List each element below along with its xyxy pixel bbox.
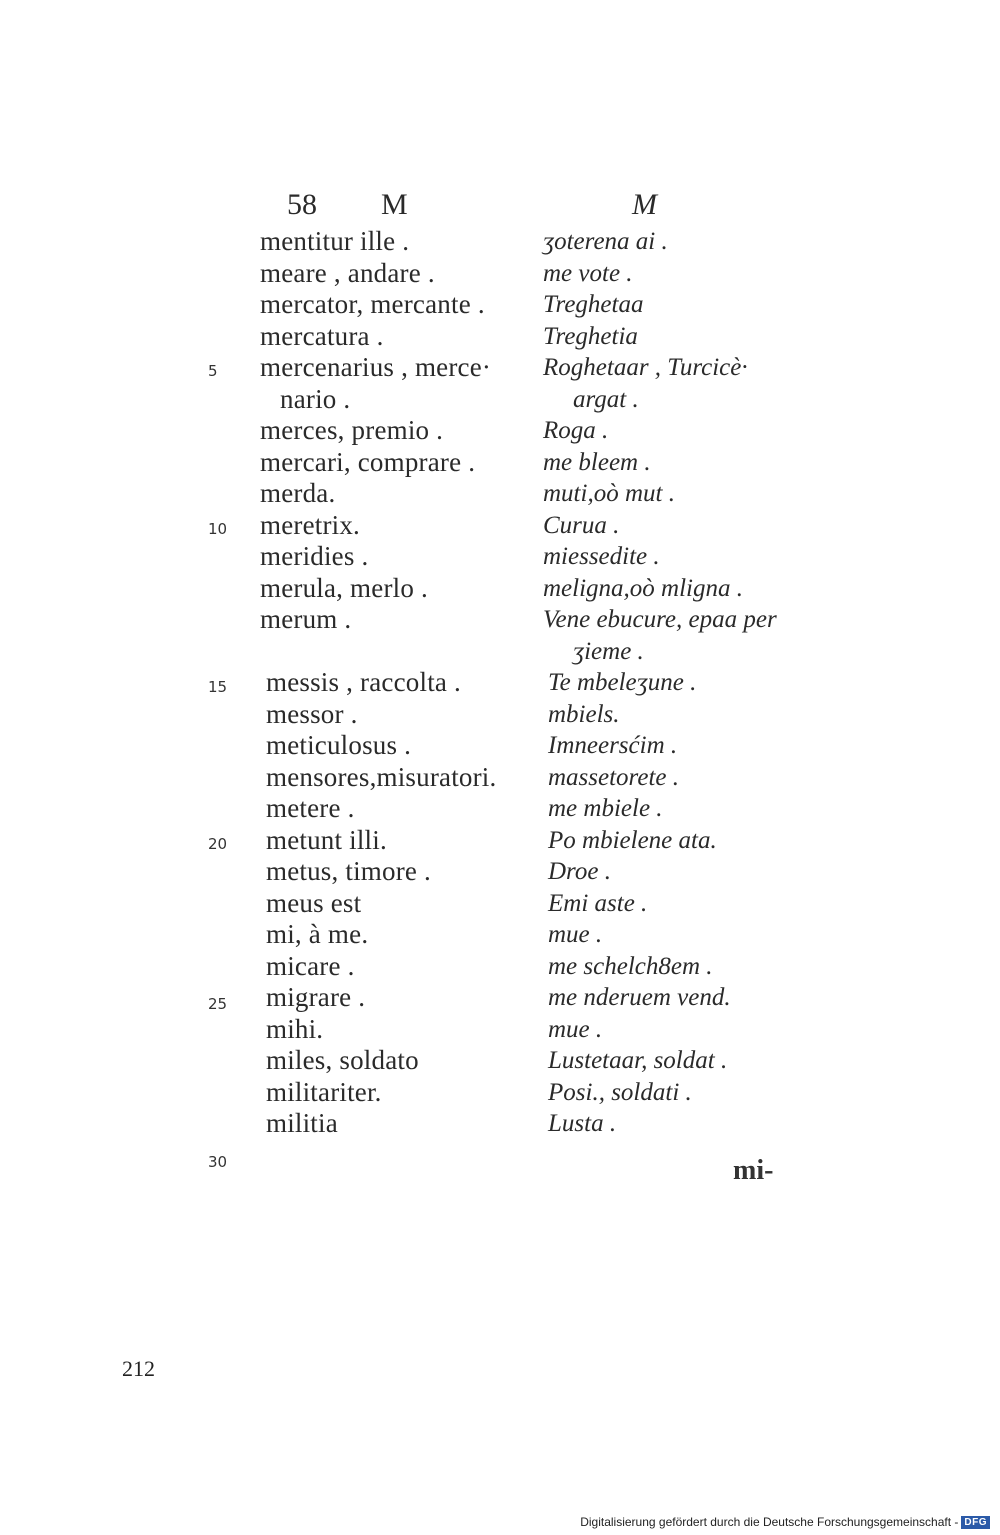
- albanian-term: Roga .: [543, 417, 609, 444]
- entry-row: [0, 415, 1000, 447]
- latin-term: messor .: [266, 698, 358, 729]
- latin-term: meretrix.: [260, 509, 361, 540]
- latin-term: metunt illi.: [266, 824, 387, 855]
- albanian-term: Imneersćim .: [548, 732, 678, 759]
- entry-row: [0, 919, 1000, 951]
- entry-row: [0, 636, 1000, 668]
- entry-row: [0, 856, 1000, 888]
- entry-row: [0, 541, 1000, 573]
- entry-row: [0, 510, 1000, 542]
- latin-term: metere .: [266, 793, 355, 823]
- albanian-term: mue .: [548, 921, 603, 948]
- dfg-logo-icon: DFG: [961, 1516, 990, 1529]
- line-number: 5: [208, 362, 218, 380]
- latin-term: mensores,misuratori.: [266, 761, 497, 792]
- entry-row: [0, 699, 1000, 731]
- latin-term: militariter.: [266, 1076, 382, 1107]
- entry-row: [0, 352, 1000, 384]
- entry-row: [0, 951, 1000, 983]
- albanian-term: Emi aste .: [548, 889, 648, 917]
- entry-row: [0, 888, 1000, 920]
- latin-term: merula, merlo .: [260, 572, 428, 603]
- albanian-term: Vene ebucure, epaa per: [543, 606, 777, 633]
- albanian-term: Curua .: [543, 511, 620, 539]
- albanian-term: Posi., soldati .: [548, 1078, 692, 1106]
- latin-term: nario .: [280, 383, 351, 414]
- latin-term: meus est: [266, 887, 362, 918]
- entry-row: [0, 226, 1000, 258]
- latin-term: merum .: [260, 604, 352, 634]
- entry-row: [0, 321, 1000, 353]
- latin-term: metus, timore .: [266, 856, 431, 886]
- albanian-term: me nderuem vend.: [548, 984, 731, 1011]
- latin-term: messis , raccolta .: [266, 667, 461, 697]
- entry-row: [0, 793, 1000, 825]
- entry-row: [0, 604, 1000, 636]
- albanian-term: Lusta .: [548, 1110, 617, 1137]
- latin-term: mercatura .: [260, 320, 384, 351]
- latin-term: mercator, mercante .: [260, 289, 485, 319]
- latin-term: mercenarius , merce·: [260, 352, 492, 382]
- line-number: 15: [208, 678, 228, 696]
- albanian-term: meligna,oò mligna .: [543, 574, 743, 602]
- albanian-term: Treghetia: [543, 322, 638, 350]
- catchword: mi-: [733, 1155, 774, 1186]
- albanian-term: ʒoterena ai .: [543, 228, 668, 255]
- line-number: 25: [208, 995, 228, 1013]
- albanian-term: Po mbielene ata.: [548, 826, 717, 854]
- line-number: 30: [208, 1153, 228, 1171]
- entry-row: [0, 1045, 1000, 1077]
- latin-term: meare , andare .: [260, 257, 435, 288]
- entry-row: [0, 289, 1000, 321]
- dfg-credit-text: Digitalisierung gefördert durch die Deutsche Forschungsgemeinschaft -: [580, 1515, 959, 1529]
- latin-term: meticulosus .: [266, 730, 412, 760]
- latin-term: mercari, comprare .: [260, 446, 476, 477]
- albanian-term: mue .: [548, 1015, 603, 1043]
- latin-term: meridies .: [260, 541, 369, 571]
- entry-row: [0, 478, 1000, 510]
- latin-term: mihi.: [266, 1013, 324, 1044]
- folio-number: 212: [122, 1356, 155, 1381]
- entry-row: [0, 825, 1000, 857]
- albanian-term: Lustetaar, soldat .: [548, 1047, 728, 1074]
- albanian-term: Droe .: [548, 858, 611, 885]
- albanian-term: argat .: [573, 385, 639, 413]
- entry-row: [0, 1014, 1000, 1046]
- entry-row: [0, 447, 1000, 479]
- entry-row: [0, 573, 1000, 605]
- entry-row: [0, 1077, 1000, 1109]
- entry-row: [0, 762, 1000, 794]
- entry-row: [0, 1108, 1000, 1140]
- entry-row: [0, 730, 1000, 762]
- line-number: 10: [208, 520, 228, 538]
- latin-term: mentitur ille .: [260, 226, 410, 256]
- latin-term: merces, premio .: [260, 415, 444, 445]
- albanian-term: me mbiele .: [548, 795, 663, 822]
- page-number: 58: [287, 188, 317, 221]
- albanian-term: Treghetaa: [543, 291, 644, 318]
- albanian-term: Te mbeleʒune .: [548, 669, 697, 696]
- latin-term: miles, soldato: [266, 1045, 419, 1075]
- albanian-term: Roghetaar , Turcicè·: [543, 354, 748, 381]
- entry-row: [0, 258, 1000, 290]
- albanian-term: mbiels.: [548, 700, 620, 728]
- albanian-term: miessedite .: [543, 543, 660, 570]
- albanian-term: ʒieme .: [573, 637, 644, 665]
- latin-term: mi, à me.: [266, 919, 369, 949]
- line-number: 20: [208, 835, 228, 853]
- latin-term: migrare .: [266, 982, 366, 1012]
- entry-row: [0, 384, 1000, 416]
- latin-term: merda.: [260, 478, 336, 508]
- albanian-term: me vote .: [543, 259, 633, 287]
- dfg-credit-footer: [580, 1515, 990, 1529]
- latin-term: militia: [266, 1108, 338, 1138]
- latin-term: micare .: [266, 950, 355, 981]
- entry-row: [0, 982, 1000, 1014]
- header-right-letter: M: [632, 188, 657, 221]
- albanian-term: muti,oò mut .: [543, 480, 675, 507]
- albanian-term: me schelch8em .: [548, 952, 713, 980]
- entry-row: [0, 667, 1000, 699]
- albanian-term: me bleem .: [543, 448, 651, 476]
- header-left-letter: M: [381, 188, 408, 221]
- dictionary-entries: [0, 226, 1000, 1140]
- albanian-term: massetorete .: [548, 763, 679, 791]
